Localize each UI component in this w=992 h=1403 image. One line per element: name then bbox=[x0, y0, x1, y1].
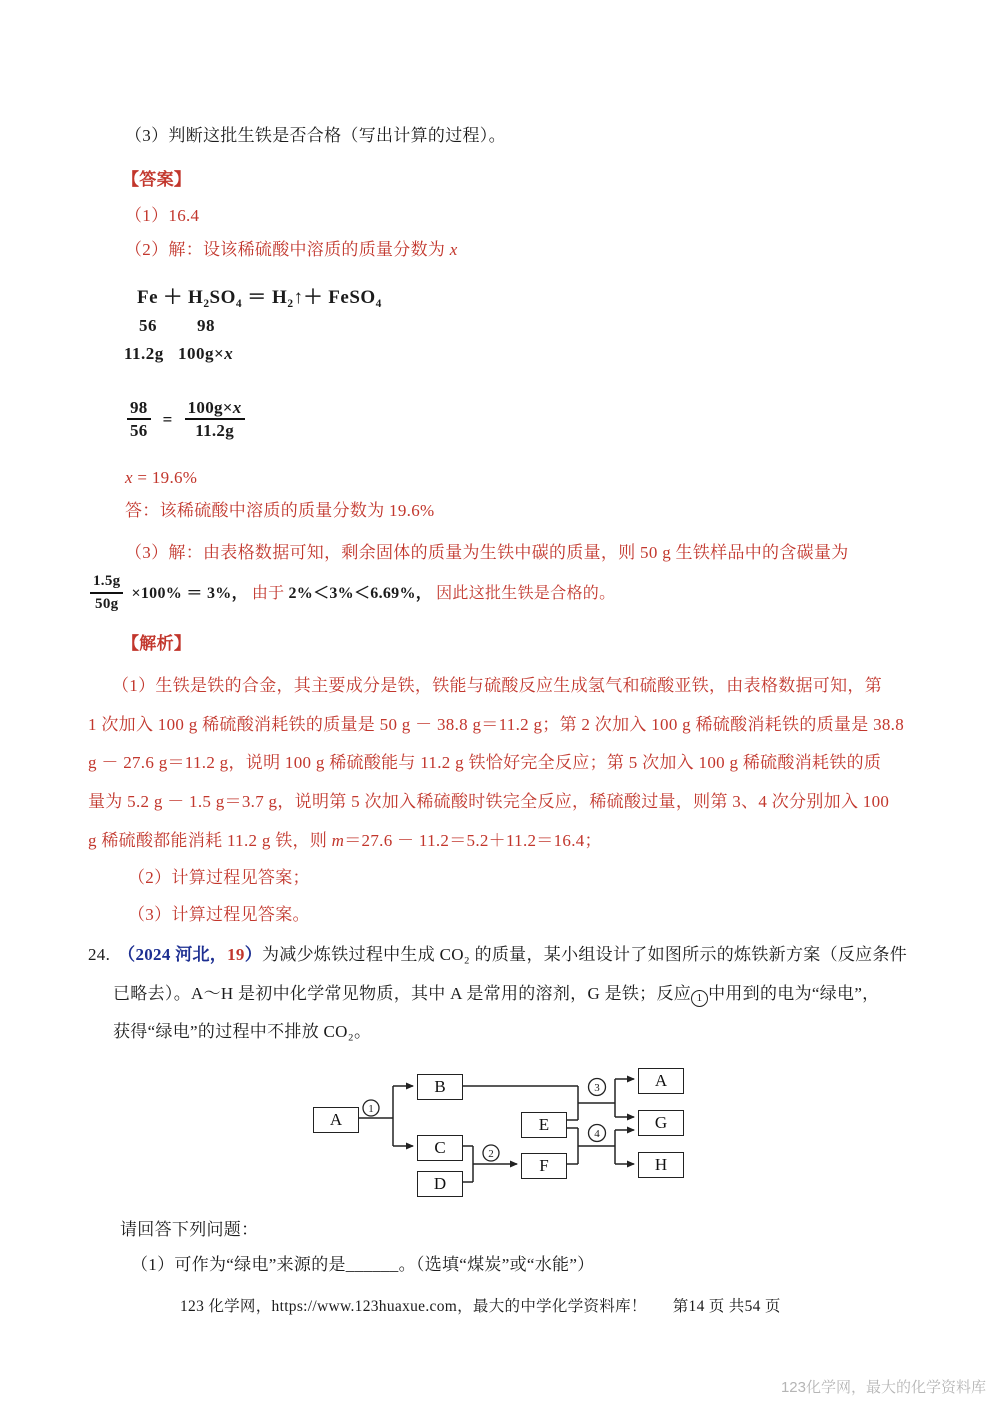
carbon-fraction bbox=[90, 572, 123, 614]
question24-line-2-pre: 已略去）。A～H 是初中化学常见物质，其中 A 是常用的溶剂，G 是铁；反应 bbox=[113, 984, 692, 1003]
answer-item3-intro: （3）解：由表格数据可知，剩余固体的质量为生铁中碳的质量，则 50 g 生铁样品中的含碳量为 bbox=[125, 543, 849, 562]
x-result-value: = 19.6% bbox=[132, 468, 198, 487]
fraction-right-numerator bbox=[185, 398, 245, 420]
answer-item2-variable: x bbox=[449, 240, 458, 259]
x-result bbox=[125, 468, 197, 487]
step-3-label: 3 bbox=[594, 1082, 600, 1094]
given-mass-acid-variable: x bbox=[224, 344, 234, 363]
analysis-m-variable: m bbox=[331, 831, 345, 850]
question24-source-open: （2024 河北， bbox=[118, 945, 228, 964]
analysis-item3: （3）计算过程见答案。 bbox=[128, 905, 310, 924]
analysis-line-5-post: ＝27.6 － 11.2＝5.2＋11.2＝16.4； bbox=[344, 831, 602, 850]
step-4-label: 4 bbox=[594, 1128, 600, 1140]
question24-line-1-text: 为减少炼铁过程中生成 CO₂ 的质量，某小组设计了如图所示的炼铁新方案（反应条件 bbox=[262, 945, 908, 964]
analysis-line-4: 量为 5.2 g － 1.5 g＝3.7 g，说明第 5 次加入稀硫酸时铁完全反应，稀硫酸过量，则第 3、4 次分别加入 100 bbox=[88, 792, 890, 811]
carbon-content-calculation bbox=[90, 572, 615, 614]
question24-sub1: （1）可作为“绿电”来源的是______。（选填“煤炭”或“水能”） bbox=[131, 1255, 595, 1274]
answer2-conclusion: 答：该稀硫酸中溶质的质量分数为 19.6% bbox=[125, 501, 435, 520]
fraction-left-numerator: 98 bbox=[127, 398, 151, 420]
diagram-box-a-left: A bbox=[313, 1107, 359, 1133]
footer-url[interactable]: https://www.123huaxue.com bbox=[271, 1298, 458, 1315]
step-1-label: 1 bbox=[368, 1103, 374, 1115]
chemical-equation: Fe ＋ H₂SO₄ ＝ H₂↑＋ FeSO₄ bbox=[137, 287, 382, 308]
analysis-line-2: 1 次加入 100 g 稀硫酸消耗铁的质量是 50 g － 38.8 g＝11.2 g；第 2 次加入 100 g 稀硫酸消耗铁的质量是 38.8 bbox=[88, 715, 905, 734]
diagram-box-h: H bbox=[638, 1152, 684, 1178]
given-mass-acid-text: 100g× bbox=[178, 344, 225, 363]
diagram-box-b: B bbox=[417, 1074, 463, 1100]
calc-inequality: 2%＜3%＜6.69%， bbox=[288, 584, 433, 602]
circled-1-inline: 1 bbox=[691, 990, 708, 1007]
question3-prompt: （3）判断这批生铁是否合格（写出计算的过程）。 bbox=[125, 126, 506, 145]
footer-site-name: 123 化学网， bbox=[180, 1298, 272, 1315]
question24-line-3: 获得“绿电”的过程中不排放 CO₂。 bbox=[113, 1022, 372, 1041]
question24-line-2-post: 中用到的电为“绿电”， bbox=[708, 984, 880, 1003]
answer-item2 bbox=[125, 240, 458, 259]
diagram-box-c: C bbox=[417, 1135, 463, 1161]
fraction-right-denominator: 11.2g bbox=[195, 421, 235, 440]
carbon-fraction-numerator: 1.5g bbox=[90, 572, 123, 594]
diagram-box-a-right: A bbox=[638, 1068, 684, 1094]
given-mass-acid bbox=[178, 344, 233, 363]
question24-source-close: ） bbox=[244, 945, 263, 964]
calc-because-text: 由于 bbox=[251, 584, 285, 602]
question24-source-number: 19 bbox=[227, 945, 245, 964]
carbon-fraction-denominator: 50g bbox=[95, 596, 119, 612]
answer-header: 【答案】 bbox=[122, 170, 192, 189]
analysis-line-3: g － 27.6 g＝11.2 g，说明 100 g 稀硫酸能与 11.2 g 铁恰好完全反应；第 5 次加入 100 g 稀硫酸消耗铁的质 bbox=[88, 753, 882, 772]
given-mass-fe: 11.2g bbox=[124, 344, 164, 363]
diagram-box-e: E bbox=[521, 1112, 567, 1138]
analysis-line-5-pre: g 稀硫酸都能消耗 11.2 g 铁，则 bbox=[88, 831, 332, 850]
x-result-variable: x bbox=[125, 468, 133, 487]
analysis-header: 【解析】 bbox=[122, 634, 192, 653]
fraction-right-numerator-text: 100g× bbox=[187, 398, 233, 417]
proportion-equation bbox=[127, 398, 245, 440]
analysis-item2: （2）计算过程见答案； bbox=[128, 868, 310, 887]
fraction-left bbox=[127, 398, 151, 440]
watermark: 123化学网，最大的化学资料库 bbox=[780, 1379, 986, 1396]
analysis-line-5 bbox=[88, 831, 602, 850]
question24-number: 24. bbox=[88, 945, 111, 964]
footer-tagline: ，最大的中学化学资料库！ bbox=[457, 1298, 647, 1315]
answer-item1: （1）16.4 bbox=[125, 206, 200, 225]
page-footer bbox=[180, 1297, 781, 1316]
question24-line-2 bbox=[113, 984, 879, 1007]
diagram-box-g: G bbox=[638, 1110, 684, 1136]
fraction-left-denominator: 56 bbox=[130, 421, 148, 440]
question24-ask: 请回答下列问题： bbox=[120, 1220, 259, 1239]
reaction-flow-diagram bbox=[300, 1055, 700, 1205]
step-2-label: 2 bbox=[488, 1148, 494, 1160]
fraction-right bbox=[185, 398, 245, 440]
calc-percent-result: ×100% ＝ 3%， bbox=[131, 584, 248, 602]
diagram-box-d: D bbox=[417, 1171, 463, 1197]
fraction-right-numerator-variable: x bbox=[232, 398, 242, 417]
answer-item2-label: （2）解：设该稀硫酸中溶质的质量分数为 bbox=[125, 240, 450, 259]
footer-page-number: 第14 页 共54 页 bbox=[672, 1298, 781, 1315]
calc-conclusion: 因此这批生铁是合格的。 bbox=[436, 584, 616, 602]
molar-mass-fe: 56 bbox=[139, 316, 157, 335]
molar-mass-acid: 98 bbox=[197, 316, 215, 335]
equals-sign: = bbox=[162, 409, 173, 429]
diagram-box-f: F bbox=[521, 1153, 567, 1179]
analysis-line-1: （1）生铁是铁的合金，其主要成分是铁，铁能与硫酸反应生成氢气和硫酸亚铁，由表格数据可知，第 bbox=[112, 676, 882, 695]
question24-line-1 bbox=[88, 945, 907, 964]
